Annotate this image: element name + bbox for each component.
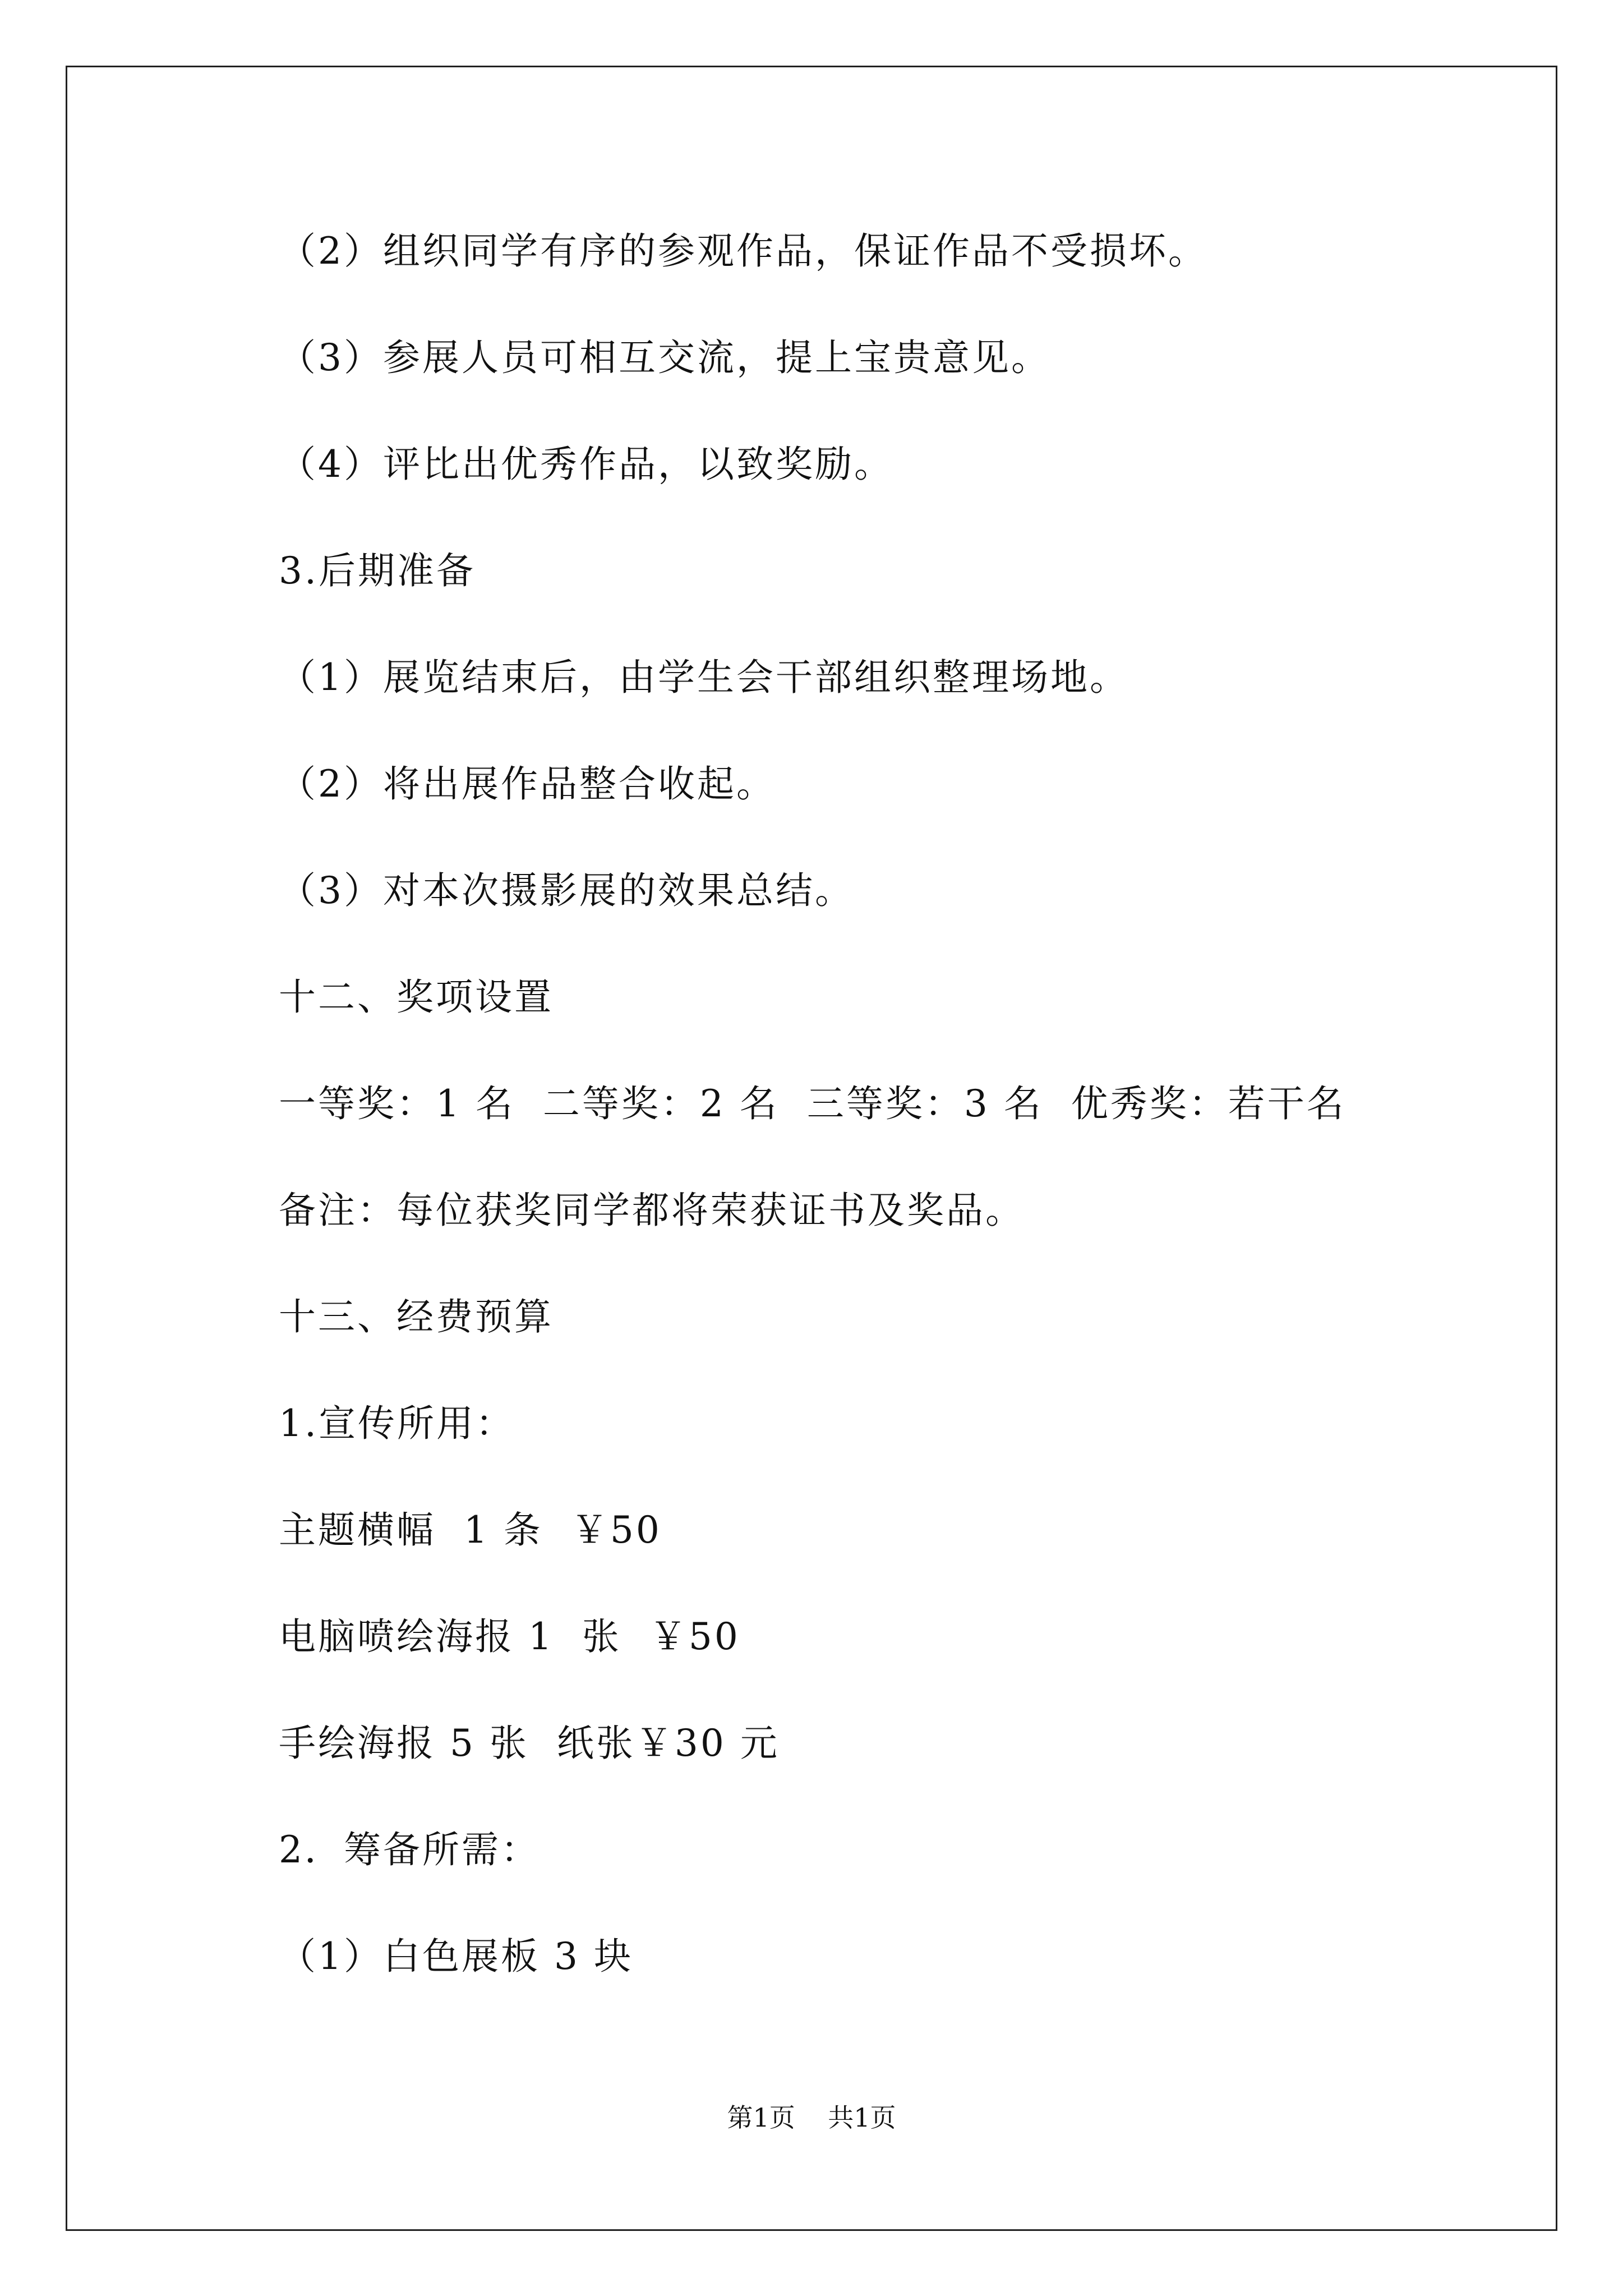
text-line: 一等奖：1 名 二等奖：2 名 三等奖：3 名 优秀奖：若干名 <box>279 1082 1346 1125</box>
text-line: 1.宣传所用： <box>279 1402 515 1445</box>
text-line: （3）对本次摄影展的效果总结。 <box>279 869 854 912</box>
text-line: （2）组织同学有序的参观作品，保证作品不受损坏。 <box>279 229 1207 273</box>
section-heading: 十三、经费预算 <box>279 1295 554 1338</box>
page-border <box>66 66 1557 2231</box>
page-footer: 第1页 共1页 <box>727 2102 896 2133</box>
text-line: 电脑喷绘海报 1 张 ￥50 <box>279 1615 740 1658</box>
text-line: 手绘海报 5 张 纸张￥30 元 <box>279 1722 780 1765</box>
text-line: （1）展览结束后，由学生会干部组织整理场地。 <box>279 656 1129 699</box>
text-line: 备注：每位获奖同学都将荣获证书及奖品。 <box>279 1189 1025 1232</box>
text-line: 主题横幅 1 条 ￥50 <box>279 1508 662 1552</box>
text-line: （1）白色展板 3 块 <box>279 1935 633 1978</box>
text-line: （4）评比出优秀作品，以致奖励。 <box>279 443 893 486</box>
section-heading: 3.后期准备 <box>279 549 476 592</box>
section-heading: 十二、奖项设置 <box>279 976 554 1019</box>
text-line: （3）参展人员可相互交流，提上宝贵意见。 <box>279 336 1050 379</box>
text-line: （2）将出展作品整合收起。 <box>279 762 776 806</box>
text-line: 2．筹备所需： <box>279 1828 540 1871</box>
